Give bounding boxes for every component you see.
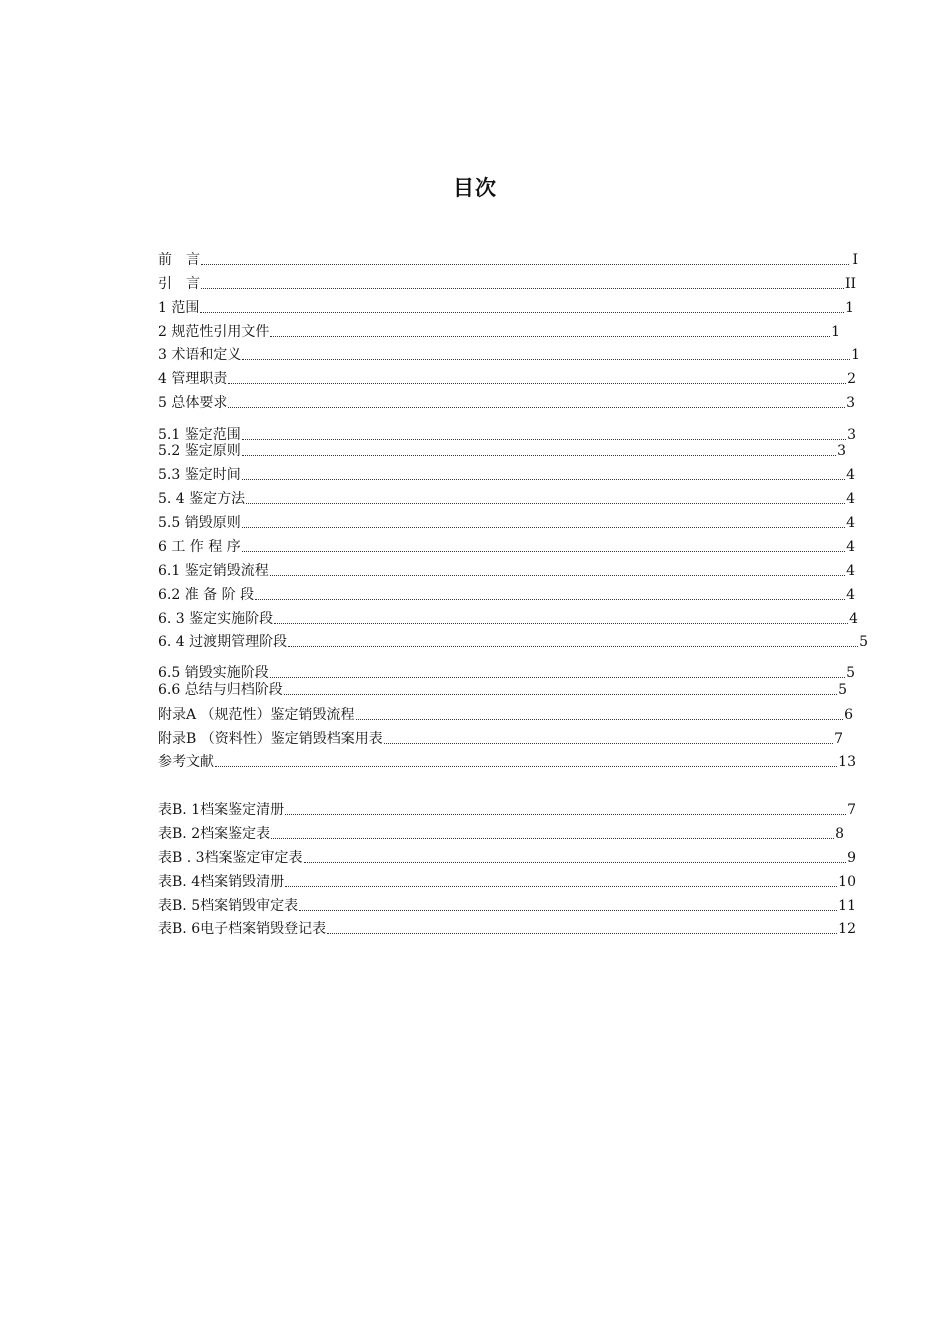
- toc-entry[interactable]: [158, 632, 868, 652]
- toc-leader: [327, 919, 837, 934]
- toc-entry-page: 7: [847, 802, 856, 818]
- toc-entry-page: 10: [838, 874, 856, 890]
- toc-entry-page: 6: [844, 707, 853, 723]
- toc-entry-page: 1: [831, 324, 840, 340]
- toc-leader: [200, 298, 844, 313]
- toc-entry[interactable]: [158, 729, 843, 749]
- toc-entry-label: 表B . 3档案鉴定审定表: [158, 850, 303, 866]
- toc-entry-page: 4: [849, 611, 858, 627]
- toc-entry-page: 7: [834, 731, 843, 747]
- toc-entry-page: 4: [846, 467, 855, 483]
- toc-entry-page: 2: [847, 371, 856, 387]
- toc-entry-page: 5: [838, 682, 847, 698]
- toc-entry[interactable]: [158, 513, 855, 533]
- toc-leader: [270, 561, 845, 576]
- toc-entry-page: 5: [846, 665, 855, 681]
- toc-leader: [228, 369, 846, 384]
- toc-entry-page: 9: [847, 850, 856, 866]
- toc-entry[interactable]: [158, 345, 860, 365]
- toc-leader: [228, 393, 845, 408]
- toc-entry-page: 4: [846, 515, 855, 531]
- toc-leader: [255, 585, 845, 600]
- page-title: 目次: [453, 176, 497, 200]
- toc-entry-page: I: [852, 252, 858, 268]
- toc-entry-label: 附录A （规范性）鉴定销毁流程: [158, 707, 355, 723]
- toc-entry-page: 3: [846, 395, 855, 411]
- toc-entry-page: 11: [838, 898, 856, 914]
- toc-entry-page: 3: [837, 443, 846, 459]
- toc-entry-page: 1: [845, 300, 854, 316]
- toc-leader: [242, 513, 845, 528]
- toc-leader: [242, 345, 850, 360]
- toc-entry-label: 表B. 2档案鉴定表: [158, 826, 271, 842]
- toc-entry[interactable]: [158, 919, 856, 939]
- toc-entry-label: 4 管理职责: [158, 371, 228, 387]
- toc-entry-page: 8: [835, 826, 844, 842]
- toc-entry[interactable]: [158, 561, 855, 581]
- toc-entry-page: 3: [847, 427, 856, 443]
- toc-entry-label: 表B. 5档案销毁审定表: [158, 898, 299, 914]
- toc-entry[interactable]: [158, 705, 853, 725]
- toc-entry-label: 表B. 1档案鉴定清册: [158, 802, 285, 818]
- toc-leader: [215, 752, 837, 767]
- toc-entry[interactable]: [158, 298, 854, 318]
- toc-leader: [285, 872, 837, 887]
- toc-entry[interactable]: [158, 274, 856, 294]
- toc-entry[interactable]: [158, 752, 856, 772]
- toc-leader: [284, 680, 837, 695]
- toc-leader: [246, 489, 845, 504]
- toc-leader: [242, 425, 846, 440]
- toc-entry[interactable]: [158, 824, 844, 844]
- toc-entry[interactable]: [158, 322, 840, 342]
- toc-leader: [285, 800, 846, 815]
- toc-leader: [242, 537, 845, 552]
- toc-entry-page: 4: [846, 539, 855, 555]
- toc-entry-label: 3 术语和定义: [158, 347, 242, 363]
- toc-entry-label: 5. 4 鉴定方法: [158, 491, 246, 507]
- toc-leader: [288, 632, 858, 647]
- toc-leader: [274, 609, 848, 624]
- toc-entry-label: 6 工 作 程 序: [158, 539, 241, 555]
- toc-entry-label: 参考文献: [158, 754, 214, 770]
- toc-entry[interactable]: [158, 680, 847, 700]
- toc-entry-page: II: [844, 276, 856, 292]
- toc-entry[interactable]: [158, 872, 856, 892]
- toc-entry-label: 5.3 鉴定时间: [158, 467, 241, 483]
- toc-entry-page: 5: [859, 634, 868, 650]
- toc-entry-page: 12: [838, 921, 856, 937]
- toc-entry-page: 13: [838, 754, 856, 770]
- toc-entry[interactable]: [158, 441, 846, 461]
- toc-entry-label: 2 规范性引用文件: [158, 324, 270, 340]
- toc-entry[interactable]: [158, 250, 858, 270]
- toc-entry-page: 4: [846, 587, 855, 603]
- toc-entry-label: 6. 4 过渡期管理阶段: [158, 634, 288, 650]
- toc-entry[interactable]: [158, 609, 858, 629]
- toc-leader: [384, 729, 833, 744]
- toc-entry[interactable]: [158, 537, 855, 557]
- toc-entry[interactable]: [158, 369, 856, 389]
- toc-entry-label: 5.1 鉴定范围: [158, 427, 241, 443]
- toc-entry-label: 6.1 鉴定销毁流程: [158, 563, 269, 579]
- toc-leader: [270, 322, 830, 337]
- toc-entry-label: 5.5 销毁原则: [158, 515, 241, 531]
- toc-entry[interactable]: [158, 465, 855, 485]
- toc-entry-label: 1 范围: [158, 300, 200, 316]
- toc-entry-label: 6. 3 鉴定实施阶段: [158, 611, 274, 627]
- toc-entry[interactable]: [158, 393, 855, 413]
- toc-leader: [304, 848, 847, 863]
- toc-entry-label: 前 言: [158, 252, 200, 268]
- toc-entry[interactable]: [158, 585, 855, 605]
- toc-leader: [299, 896, 837, 911]
- toc-entry-label: 6.6 总结与归档阶段: [158, 682, 283, 698]
- toc-entry-label: 6.5 销毁实施阶段: [158, 665, 269, 681]
- toc-leader: [271, 824, 834, 839]
- toc-leader: [201, 274, 844, 289]
- toc-entry-page: 4: [846, 563, 855, 579]
- toc-entry-page: 4: [846, 491, 855, 507]
- toc-leader: [242, 441, 836, 456]
- toc-entry-label: 6.2 准 备 阶 段: [158, 587, 255, 603]
- toc-entry-label: 附录B （资料性）鉴定销毁档案用表: [158, 731, 383, 747]
- toc-entry-label: 表B. 4档案销毁清册: [158, 874, 285, 890]
- toc-entry-label: 5.2 鉴定原则: [158, 443, 241, 459]
- toc-entry-label: 引 言: [158, 276, 200, 292]
- toc-leader: [201, 250, 849, 265]
- toc-entry-label: 5 总体要求: [158, 395, 228, 411]
- toc-entry[interactable]: [158, 848, 856, 868]
- toc-entry-label: 表B. 6电子档案销毁登记表: [158, 921, 327, 937]
- toc-entry[interactable]: [158, 896, 856, 916]
- toc-entry[interactable]: [158, 800, 856, 820]
- toc-leader: [242, 465, 845, 480]
- toc-leader: [270, 663, 845, 678]
- toc-entry-page: 1: [851, 347, 860, 363]
- toc-entry[interactable]: [158, 489, 855, 509]
- toc-leader: [356, 705, 844, 720]
